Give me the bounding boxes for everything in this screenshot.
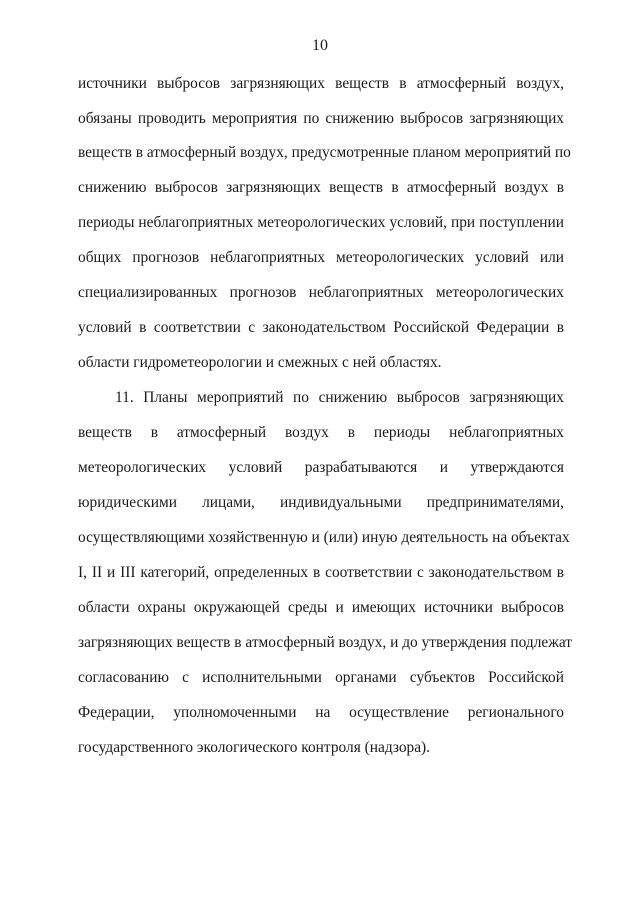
text-line: метеорологических условий разрабатываются и утверждаются: [78, 459, 564, 476]
text-line: осуществляющими хозяйственную и (или) иную деятельность на объектах: [78, 529, 570, 546]
text-line: снижению выбросов загрязняющих веществ в атмосферный воздух в: [78, 179, 564, 196]
text-line: I, II и III категорий, определенных в соответствии с законодательством в: [78, 564, 564, 581]
text-line: области гидрометеорологии и смежных с ней областях.: [78, 354, 442, 371]
text-line: юридическими лицами, индивидуальными предпринимателями,: [78, 494, 564, 511]
text-line: обязаны проводить мероприятия по снижению выбросов загрязняющих: [78, 110, 564, 127]
text-line: согласованию с исполнительными органами субъектов Российской: [78, 669, 564, 686]
text-line: Федерации, уполномоченными на осуществление регионального: [78, 704, 564, 721]
text-line: общих прогнозов неблагоприятных метеорологических условий или: [78, 249, 564, 266]
text-line: специализированных прогнозов неблагоприятных метеорологических: [78, 284, 564, 301]
text-line: источники выбросов загрязняющих веществ в атмосферный воздух,: [78, 75, 564, 92]
text-line: условий в соответствии с законодательством Российской Федерации в: [78, 319, 564, 336]
text-line: загрязняющих веществ в атмосферный воздух, и до утверждения подлежат: [78, 634, 573, 651]
text-line: 11. Планы мероприятий по снижению выбросов загрязняющих: [115, 389, 564, 406]
text-line: веществ в атмосферный воздух, предусмотренные планом мероприятий по: [78, 144, 571, 161]
text-line: веществ в атмосферный воздух в периоды неблагоприятных: [78, 424, 564, 441]
page-number: 10: [312, 37, 328, 54]
text-line: области охраны окружающей среды и имеющих источники выбросов: [78, 599, 564, 616]
text-line: государственного экологического контроля (надзора).: [78, 739, 431, 756]
text-line: периоды неблагоприятных метеорологических условий, при поступлении: [78, 214, 564, 231]
